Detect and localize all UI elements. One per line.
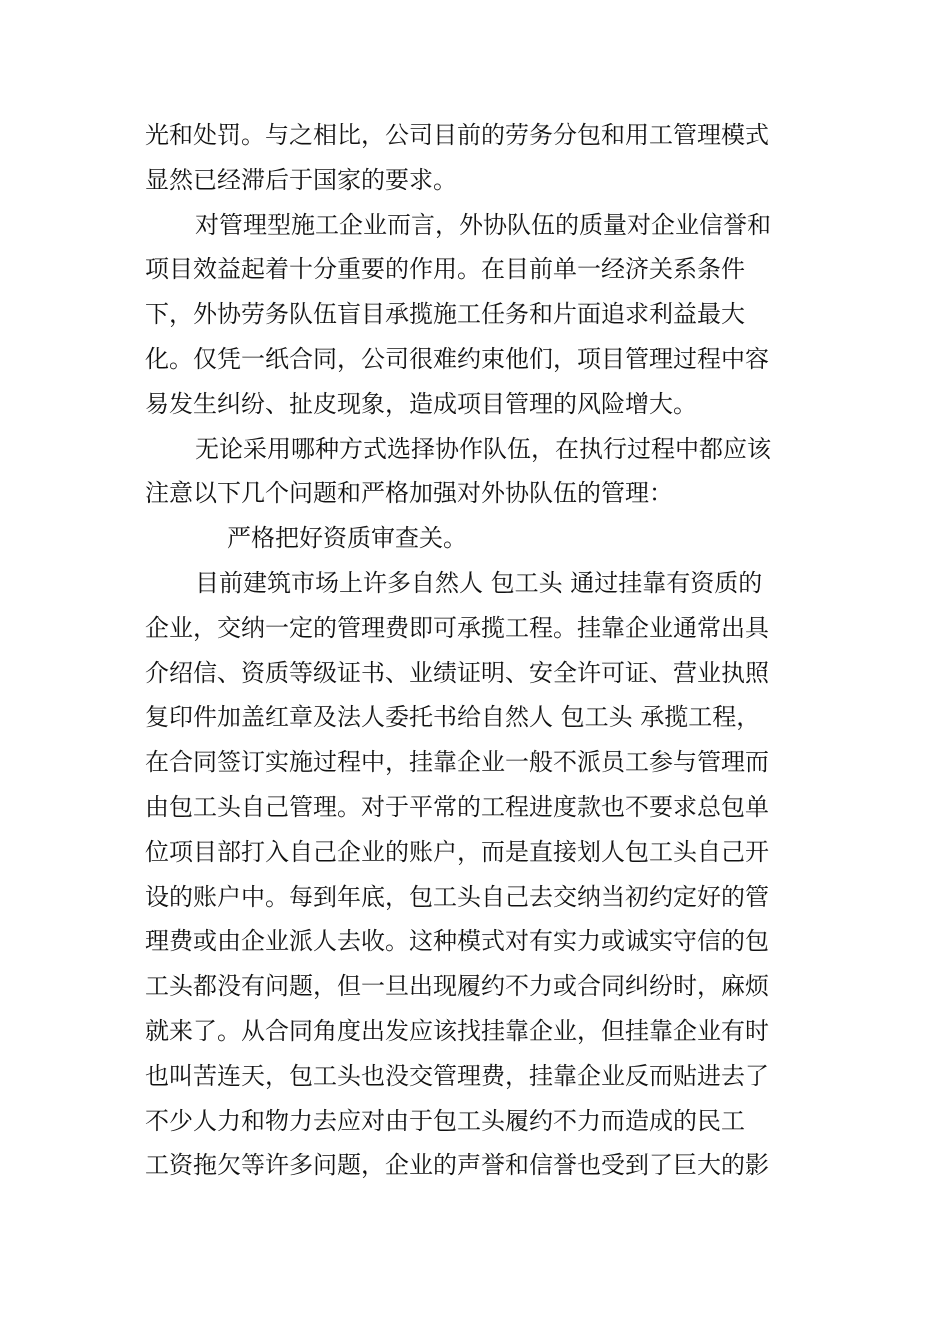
- text-line: 位项目部打入自己企业的账户，而是直接划人包工头自己开: [145, 837, 769, 866]
- text-line: 企业，交纳一定的管理费即可承揽工程。挂靠企业通常出具: [145, 613, 769, 642]
- text-line: 光和处罚。与之相比，公司目前的劳务分包和用工管理模式: [145, 121, 769, 149]
- text-line: 也叫苦连天，包工头也没交管理费，挂靠企业反而贴进去了: [145, 1061, 769, 1090]
- text-line: 介绍信、资质等级证书、业绩证明、安全许可证、营业执照: [145, 658, 769, 687]
- paragraph-start-line: 对管理型施工企业而言，外协队伍的质量对企业信誉和: [195, 210, 771, 239]
- text-line: 不少人力和物力去应对由于包工头履约不力而造成的民工: [145, 1106, 745, 1135]
- text-line: 由包工头自己管理。对于平常的工程进度款也不要求总包单: [145, 792, 769, 821]
- text-line: 在合同签订实施过程中，挂靠企业一般不派员工参与管理而: [145, 748, 769, 777]
- paragraph-start-line: 目前建筑市场上许多自然人 包工头 通过挂靠有资质的: [195, 568, 763, 597]
- section-heading: 严格把好资质审查关。: [227, 524, 467, 553]
- body-text: [145, 113, 810, 1188]
- text-line: 项目效益起着十分重要的作用。在目前单一经济关系条件: [145, 255, 745, 284]
- text-line: 易发生纠纷、扯皮现象，造成项目管理的风险增大。: [145, 389, 697, 418]
- text-line: 工资拖欠等许多问题，企业的声誉和信誉也受到了巨大的影: [145, 1151, 769, 1180]
- text-line: 就来了。从合同角度出发应该找挂靠企业，但挂靠企业有时: [145, 1016, 769, 1045]
- text-line: 设的账户中。每到年底，包工头自己去交纳当初约定好的管: [145, 882, 769, 911]
- text-line: 工头都没有问题，但一旦出现履约不力或合同纠纷时，麻烦: [145, 972, 769, 1001]
- text-line: 注意以下几个问题和严格加强对外协队伍的管理：: [145, 479, 673, 508]
- text-line: 复印件加盖红章及法人委托书给自然人 包工头 承揽工程，: [145, 703, 761, 732]
- text-line: 显然已经滞后于国家的要求。: [145, 165, 457, 194]
- text-line: 理费或由企业派人去收。这种模式对有实力或诚实守信的包: [145, 927, 769, 956]
- text-line: 下，外协劳务队伍盲目承揽施工任务和片面追求利益最大: [145, 300, 745, 329]
- paragraph-start-line: 无论采用哪种方式选择协作队伍，在执行过程中都应该: [195, 434, 771, 463]
- text-line: 化。仅凭一纸合同，公司很难约束他们，项目管理过程中容: [145, 344, 769, 373]
